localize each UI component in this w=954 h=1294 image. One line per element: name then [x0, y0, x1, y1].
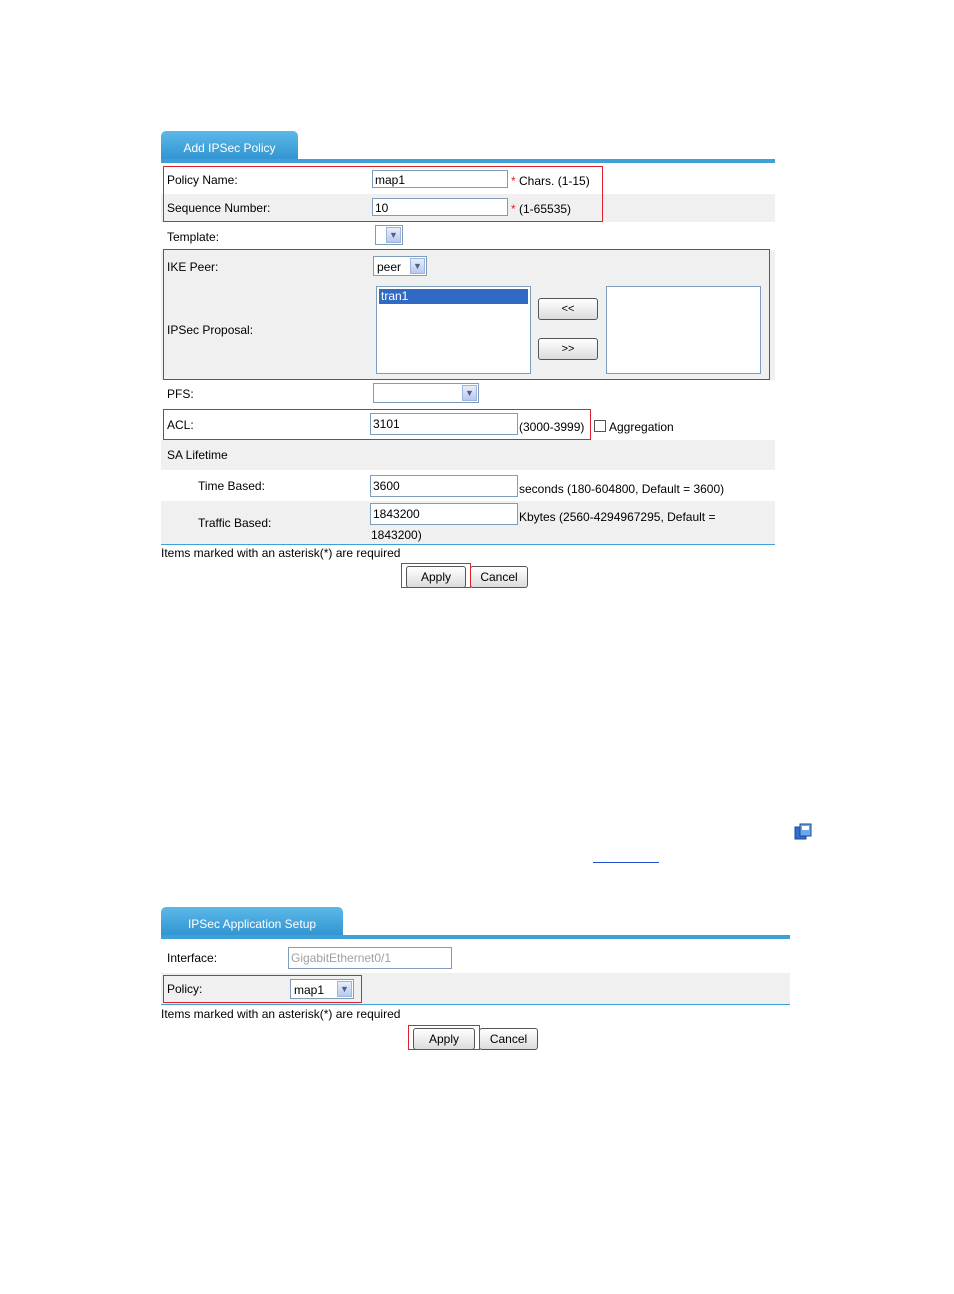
highlight-box-policy	[163, 975, 362, 1003]
pfs-select[interactable]	[373, 383, 479, 403]
time-based-hint: seconds (180-604800, Default = 3600)	[519, 482, 725, 496]
cancel-button[interactable]: Cancel	[470, 566, 528, 588]
form-bottom-line	[161, 544, 775, 545]
acl-hint: (3000-3999)	[519, 420, 585, 434]
list-item[interactable]: tran1	[379, 289, 528, 304]
traffic-based-hint: Kbytes (2560-4294967295, Default =	[519, 510, 716, 524]
tab-label: IPSec Application Setup	[187, 917, 317, 931]
pfs-label: PFS:	[167, 387, 194, 401]
policy-name-input[interactable]: map1	[372, 170, 508, 188]
chevron-down-icon: ▼	[410, 258, 425, 274]
time-based-label: Time Based:	[198, 479, 265, 493]
traffic-based-input[interactable]: 1843200	[370, 503, 518, 525]
template-select[interactable]	[375, 225, 403, 245]
policy-select[interactable]: map1 ▼	[290, 979, 354, 999]
template-label: Template:	[167, 230, 220, 244]
traffic-based-label: Traffic Based:	[198, 516, 272, 530]
policy-name-label: Policy Name:	[167, 173, 238, 187]
chevron-down-icon: ▼	[337, 981, 352, 997]
highlight-box-apply	[401, 563, 471, 588]
apply-button[interactable]: Apply	[406, 566, 466, 588]
ike-peer-select[interactable]: peer ▼	[373, 256, 427, 276]
tab-underline	[161, 159, 775, 163]
interface-row	[161, 942, 790, 973]
chevron-down-icon: ▼	[386, 227, 401, 243]
move-left-button[interactable]: <<	[538, 298, 598, 320]
acl-label: ACL:	[167, 418, 194, 432]
highlight-box-acl	[163, 409, 591, 440]
highlight-box-apply	[408, 1025, 480, 1050]
traffic-based-row	[161, 501, 775, 544]
tab-label: Add IPSec Policy	[183, 141, 276, 155]
policy-name-hint: * Chars. (1-15)	[511, 174, 590, 188]
apply-button[interactable]: Apply	[413, 1028, 475, 1050]
chevron-down-icon: ▼	[462, 385, 477, 401]
interface-input: GigabitEthernet0/1	[288, 947, 452, 969]
policy-label: Policy:	[167, 982, 203, 996]
link-underline[interactable]	[593, 862, 659, 863]
tab-add-ipsec-policy[interactable]	[161, 131, 298, 161]
highlight-box-ike-proposal	[163, 249, 770, 380]
pfs-row	[161, 380, 775, 409]
highlight-box-name-seq	[163, 166, 603, 222]
sequence-number-input[interactable]: 10	[372, 198, 508, 216]
required-note: Items marked with an asterisk(*) are required	[161, 1007, 401, 1021]
tab-ipsec-application-setup[interactable]	[161, 907, 343, 937]
save-icon[interactable]	[794, 823, 812, 841]
sequence-number-label: Sequence Number:	[167, 201, 271, 215]
move-right-button[interactable]: >>	[538, 338, 598, 360]
template-row	[161, 222, 775, 250]
time-based-row	[161, 470, 775, 501]
interface-label: Interface:	[167, 951, 218, 965]
aggregation-label: Aggregation	[609, 420, 674, 434]
form-bottom-line	[161, 1004, 790, 1005]
ike-peer-label: IKE Peer:	[167, 260, 219, 274]
traffic-based-hint-cont: 1843200)	[371, 528, 422, 542]
acl-input[interactable]: 3101	[370, 413, 518, 435]
sa-lifetime-row	[161, 440, 775, 470]
sequence-number-hint: * (1-65535)	[511, 202, 572, 216]
ipsec-proposal-label: IPSec Proposal:	[167, 323, 254, 337]
cancel-button[interactable]: Cancel	[479, 1028, 538, 1050]
tab-underline	[161, 935, 790, 939]
sa-lifetime-label: SA Lifetime	[167, 448, 228, 462]
aggregation-checkbox[interactable]	[594, 420, 606, 432]
time-based-input[interactable]: 3600	[370, 475, 518, 497]
required-note: Items marked with an asterisk(*) are required	[161, 546, 401, 560]
